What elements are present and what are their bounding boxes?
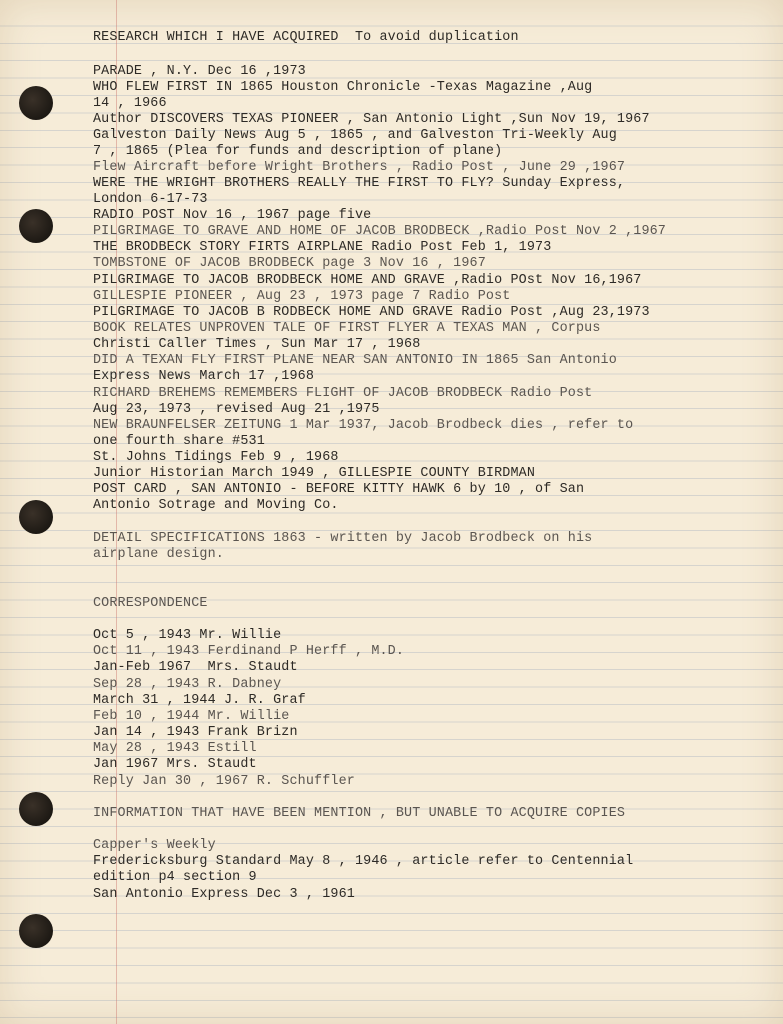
text-line: Express News March 17 ,1968 <box>93 369 315 384</box>
text-line: 7 , 1865 (Plea for funds and description of plane) <box>93 144 503 159</box>
text-line: PILGRIMAGE TO JACOB B RODBECK HOME AND GRAVE Radio Post ,Aug 23,1973 <box>93 305 650 320</box>
text-line: Aug 23, 1973 , revised Aug 21 ,1975 <box>93 402 380 417</box>
punch-hole <box>19 209 53 243</box>
text-line: London 6-17-73 <box>93 192 208 207</box>
correspondence-entry: Oct 5 , 1943 Mr. Willie <box>93 628 282 643</box>
text-line: Antonio Sotrage and Moving Co. <box>93 498 339 513</box>
text-line: San Antonio Express Dec 3 , 1961 <box>93 887 355 902</box>
correspondence-entry: Jan 14 , 1943 Frank Brizn <box>93 725 298 740</box>
correspondence-entry: March 31 , 1944 J. R. Graf <box>93 693 306 708</box>
text-line: WERE THE WRIGHT BROTHERS REALLY THE FIRST TO FLY? Sunday Express, <box>93 176 626 191</box>
text-line: one fourth share #531 <box>93 434 265 449</box>
punch-hole <box>19 792 53 826</box>
text-line: THE BRODBECK STORY FIRTS AIRPLANE Radio Post Feb 1, 1973 <box>93 240 552 255</box>
correspondence-entry: Jan-Feb 1967 Mrs. Staudt <box>93 660 298 675</box>
correspondence-entry: Reply Jan 30 , 1967 R. Schuffler <box>93 774 355 789</box>
text-line: RICHARD BREHEMS REMEMBERS FLIGHT OF JACOB BRODBECK Radio Post <box>93 386 593 401</box>
correspondence-entry: Oct 11 , 1943 Ferdinand P Herff , M.D. <box>93 644 405 659</box>
text-line: BOOK RELATES UNPROVEN TALE OF FIRST FLYER A TEXAS MAN , Corpus <box>93 321 601 336</box>
text-line: Capper's Weekly <box>93 838 216 853</box>
text-line: DETAIL SPECIFICATIONS 1863 - written by Jacob Brodbeck on his <box>93 531 593 546</box>
correspondence-entry: Feb 10 , 1944 Mr. Willie <box>93 709 290 724</box>
correspondence-entry: Sep 28 , 1943 R. Dabney <box>93 677 282 692</box>
punch-hole <box>19 500 53 534</box>
text-line: RADIO POST Nov 16 , 1967 page five <box>93 208 372 223</box>
text-line: Junior Historian March 1949 , GILLESPIE COUNTY BIRDMAN <box>93 466 536 481</box>
punch-hole <box>19 86 53 120</box>
text-line: St. Johns Tidings Feb 9 , 1968 <box>93 450 339 465</box>
text-line: GILLESPIE PIONEER , Aug 23 , 1973 page 7 Radio Post <box>93 289 511 304</box>
text-line: PARADE , N.Y. Dec 16 ,1973 <box>93 64 306 79</box>
text-line: NEW BRAUNFELSER ZEITUNG 1 Mar 1937, Jacob Brodbeck dies , refer to <box>93 418 634 433</box>
punch-hole <box>19 914 53 948</box>
section-heading-research: RESEARCH WHICH I HAVE ACQUIRED To avoid duplication <box>93 30 519 45</box>
text-line: 14 , 1966 <box>93 96 167 111</box>
text-line: POST CARD , SAN ANTONIO - BEFORE KITTY HAWK 6 by 10 , of San <box>93 482 585 497</box>
text-line: Author DISCOVERS TEXAS PIONEER , San Antonio Light ,Sun Nov 19, 1967 <box>93 112 650 127</box>
text-line: Galveston Daily News Aug 5 , 1865 , and Galveston Tri-Weekly Aug <box>93 128 617 143</box>
text-line: airplane design. <box>93 547 224 562</box>
text-line: TOMBSTONE OF JACOB BRODBECK page 3 Nov 16 , 1967 <box>93 256 486 271</box>
text-line: Christi Caller Times , Sun Mar 17 , 1968 <box>93 337 421 352</box>
text-line: PILGRIMAGE TO GRAVE AND HOME OF JACOB BRODBECK ,Radio Post Nov 2 ,1967 <box>93 224 666 239</box>
text-line: Flew Aircraft before Wright Brothers , Radio Post , June 29 ,1967 <box>93 160 626 175</box>
section-heading-unable-to-acquire: INFORMATION THAT HAVE BEEN MENTION , BUT UNABLE TO ACQUIRE COPIES <box>93 806 626 821</box>
section-heading-correspondence: CORRESPONDENCE <box>93 596 208 611</box>
correspondence-entry: May 28 , 1943 Estill <box>93 741 257 756</box>
correspondence-entry: Jan 1967 Mrs. Staudt <box>93 757 257 772</box>
text-line: DID A TEXAN FLY FIRST PLANE NEAR SAN ANTONIO IN 1865 San Antonio <box>93 353 617 368</box>
text-line: PILGRIMAGE TO JACOB BRODBECK HOME AND GRAVE ,Radio POst Nov 16,1967 <box>93 273 642 288</box>
text-line: edition p4 section 9 <box>93 870 257 885</box>
text-line: Fredericksburg Standard May 8 , 1946 , article refer to Centennial <box>93 854 634 869</box>
text-line: WHO FLEW FIRST IN 1865 Houston Chronicle -Texas Magazine ,Aug <box>93 80 593 95</box>
